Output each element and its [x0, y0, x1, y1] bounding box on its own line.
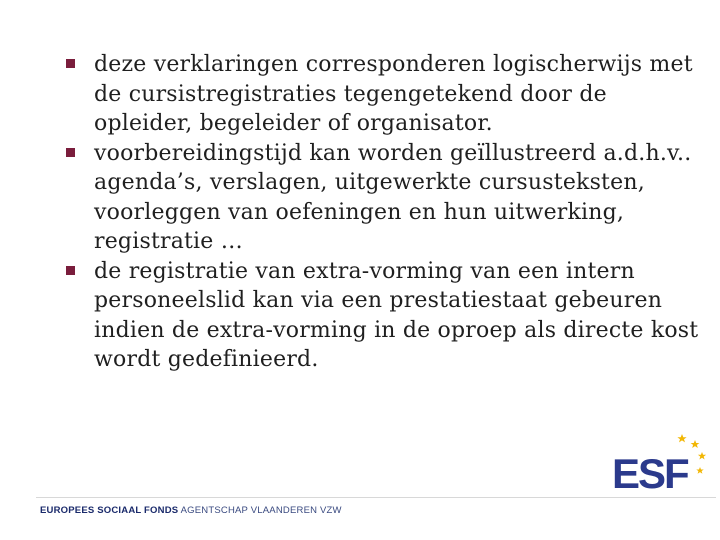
footer-organisation: [40, 505, 342, 516]
bullet-item: [66, 257, 706, 375]
bullet-text: voorbereidingstijd kan worden geïllustreerd a.d.h.v.. agenda’s, verslagen, uitgewerkte cursusteksten, voorleggen van oefeningen en hun uitwerking, registratie …: [94, 140, 692, 254]
bullet-list: [66, 50, 706, 375]
bullet-marker-icon: [66, 266, 75, 275]
bullet-marker-icon: [66, 148, 75, 157]
bullet-marker-icon: [66, 59, 75, 68]
bullet-item: [66, 50, 706, 139]
bullet-text: deze verklaringen corresponderen logischerwijs met de cursistregistraties tegengetekend door de opleider, begeleider of organisator.: [94, 52, 693, 136]
bullet-text: de registratie van extra-vorming van een intern personeelslid kan via een prestatiestaat gebeuren indien de extra-vorming in de oproep als directe kost wordt gedefinieerd.: [94, 258, 699, 372]
esf-logo: [610, 430, 710, 492]
footer-divider: [36, 497, 716, 498]
logo-text: ESF: [612, 450, 688, 492]
footer-org-name: EUROPEES SOCIAAL FONDS: [40, 505, 179, 516]
footer-org-agency: AGENTSCHAP VLAANDEREN VZW: [178, 505, 342, 516]
bullet-item: [66, 139, 706, 257]
